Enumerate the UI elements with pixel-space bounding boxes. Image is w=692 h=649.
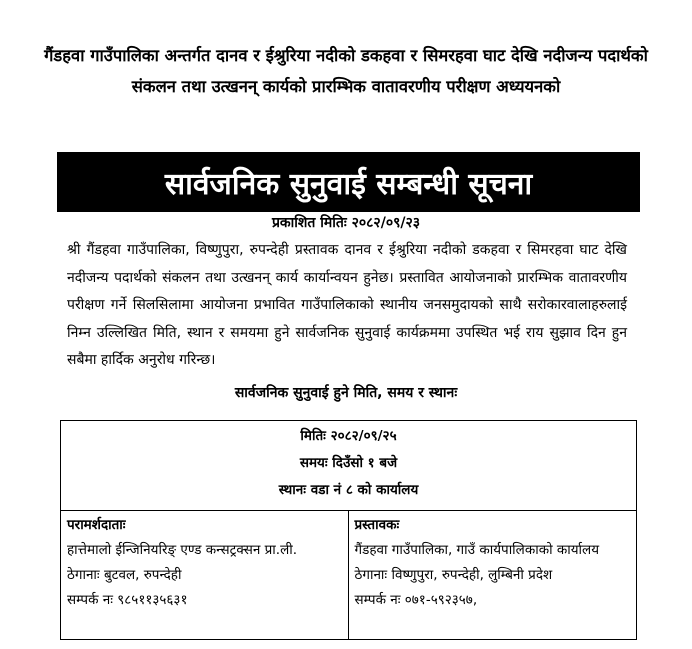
consultant-contact: सम्पर्क नः ९८५११३५६३१	[67, 592, 188, 608]
hearing-date: मितिः २०८२/०९/२५	[300, 428, 397, 444]
consultant-address: ठेगानाः बुटवल, रुपन्देही	[67, 567, 182, 583]
hearing-venue: स्थानः वडा नं ८ को कार्यालय	[278, 482, 419, 498]
proponent-name: गैंडहवा गाउँपालिका, गाउँ कार्यपालिकाको कार्यालय	[354, 542, 600, 558]
published-date: प्रकाशित मितिः २०८२/०९/२३	[271, 215, 421, 231]
schedule-heading: सार्वजनिक सुनुवाई हुने मिति, समय र स्थानः	[234, 385, 458, 401]
notice-title: गैंडहवा गाउँपालिका अन्तर्गत दानव र ईश्रुरिया नदीको डकहवा र सिमरहवा घाट देखि नदीजन्य पदार्थको संकलन तथा उत्खनन् कार्यको प्रारम्भिक वातावरणीय परीक्षण अध्ययनको	[44, 46, 648, 96]
proponent-address: ठेगानाः विष्णुपुरा, रुपन्देही, लुम्बिनी प्रदेश	[354, 567, 553, 583]
banner-heading: सार्वजनिक सुनुवाई सम्बन्धी सूचना	[164, 166, 533, 202]
consultant-label: परामर्शदाताः	[67, 517, 126, 533]
contact-row	[61, 511, 636, 639]
proponent-label: प्रस्तावकः	[354, 517, 400, 533]
consultant-cell	[61, 511, 349, 639]
event-details	[61, 421, 636, 511]
proponent-cell	[349, 511, 637, 639]
hearing-time: समयः दिउँसो १ बजे	[299, 455, 398, 471]
hearing-info-table	[60, 420, 637, 640]
proponent-contact: सम्पर्क नः ०७१-५९२३५७,	[354, 592, 478, 608]
notice-banner	[57, 152, 640, 212]
notice-paragraph: श्री गैंडहवा गाउँपालिका, विष्णुपुरा, रुपन्देही प्रस्तावक दानव र ईश्रुरिया नदीको डकहवा र सिमरहवा घाट देखि नदीजन्य पदार्थको संकलन तथा उत्खनन् कार्य कार्यान्वयन हुनेछ। प्रस्तावित आयोजनाको प्रारम्भिक वातावरणीय परीक्षण गर्ने सिलसिलामा आयोजना प्रभावित गाउँपालिकाको स्थानीय जनसमुदायको साथै सरोकारवालाहरुलाई निम्न उल्लिखित मिति, स्थान र समयमा हुने सार्वजनिक सुनुवाई कार्यक्रममा उपस्थित भई राय सुझाव दिन हुन सबैमा हार्दिक अनुरोध गरिन्छ।	[67, 242, 627, 368]
consultant-name: हात्तेमालो ईन्जिनियरिङ् एण्ड कन्सट्रक्सन प्रा.ली.	[67, 542, 298, 558]
